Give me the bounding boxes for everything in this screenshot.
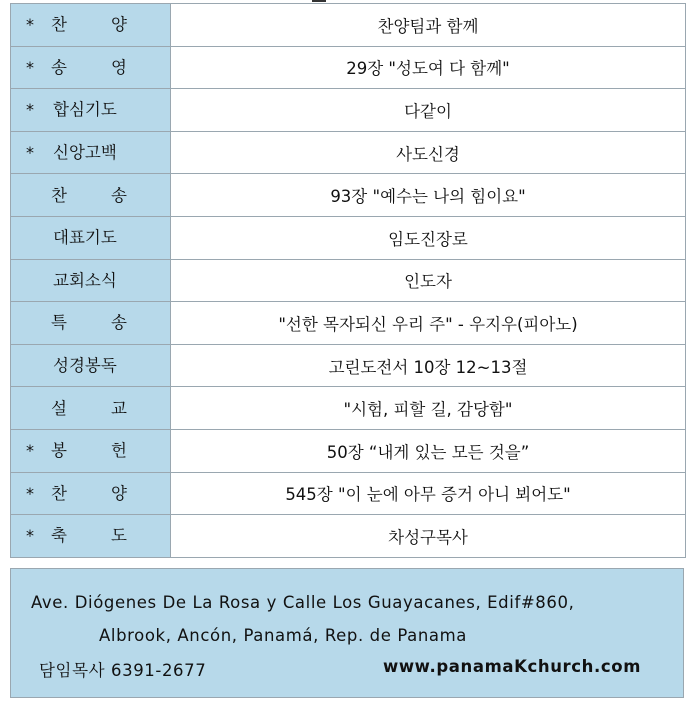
address-line-2: Albrook, Ancón, Panamá, Rep. de Panama (99, 626, 468, 645)
order-content-cell: 사도신경 (171, 131, 686, 174)
required-star: * (26, 15, 34, 35)
required-star: * (26, 143, 34, 163)
table-row (11, 4, 686, 47)
table-row (11, 515, 686, 558)
required-star: * (26, 100, 34, 120)
label-char-1: 찬 (51, 185, 67, 205)
order-label-cell (11, 515, 171, 558)
order-content-cell: 93장 "예수는 나의 힘이요" (171, 174, 686, 217)
order-label-cell (11, 344, 171, 387)
table-row (11, 259, 686, 302)
label-char-2: 양 (111, 483, 127, 503)
order-content-cell: 50장 “내게 있는 모든 것을” (171, 429, 686, 472)
table-row (11, 131, 686, 174)
order-content-cell: 임도진장로 (171, 216, 686, 259)
required-star: * (26, 441, 34, 461)
required-star: * (26, 483, 34, 503)
table-row (11, 344, 686, 387)
required-star: * (26, 526, 34, 546)
table-row (11, 429, 686, 472)
order-content-cell: 다같이 (171, 89, 686, 132)
label-text: 대표기도 (53, 228, 117, 248)
top-edge-mark (312, 0, 326, 2)
order-label-cell (11, 302, 171, 345)
order-label-cell (11, 259, 171, 302)
order-label-cell (11, 89, 171, 132)
label-char-1: 설 (51, 398, 67, 418)
label-text: 신앙고백 (53, 143, 117, 163)
order-content-cell: "선한 목자되신 우리 주" - 우지우(피아노) (171, 302, 686, 345)
table-row (11, 472, 686, 515)
order-content-cell: 인도자 (171, 259, 686, 302)
order-label-cell (11, 472, 171, 515)
label-char-2: 양 (111, 15, 127, 35)
label-char-2: 영 (111, 57, 127, 77)
label-char-1: 송 (51, 57, 67, 77)
order-label-cell (11, 387, 171, 430)
label-text: 교회소식 (53, 270, 117, 290)
order-content-cell: "시험, 피할 길, 감당함" (171, 387, 686, 430)
church-info-footer (10, 568, 684, 698)
order-label-cell (11, 174, 171, 217)
address-line-1: Ave. Diógenes De La Rosa y Calle Los Guayacanes, Edif#860, (31, 593, 575, 612)
table-row (11, 387, 686, 430)
label-char-1: 찬 (51, 15, 67, 35)
label-char-1: 봉 (51, 441, 67, 461)
order-content-cell: 찬양팀과 함께 (171, 4, 686, 47)
table-row (11, 302, 686, 345)
order-label-cell (11, 131, 171, 174)
order-label-cell (11, 216, 171, 259)
required-star: * (26, 57, 34, 77)
label-char-1: 축 (51, 526, 67, 546)
label-char-2: 헌 (111, 441, 127, 461)
table-row (11, 174, 686, 217)
label-char-2: 송 (111, 185, 127, 205)
label-char-2: 교 (111, 398, 127, 418)
table-row (11, 216, 686, 259)
label-char-1: 찬 (51, 483, 67, 503)
order-content-cell: 차성구목사 (171, 515, 686, 558)
pastor-phone: 담임목사 6391-2677 (39, 661, 207, 680)
order-label-cell (11, 429, 171, 472)
label-text: 성경봉독 (53, 356, 117, 376)
order-label-cell (11, 4, 171, 47)
worship-order-table (10, 3, 686, 558)
order-label-cell (11, 46, 171, 89)
order-content-cell: 고린도전서 10장 12~13절 (171, 344, 686, 387)
website-link[interactable]: www.panamaKchurch.com (383, 657, 641, 676)
label-text: 합심기도 (53, 100, 117, 120)
label-char-1: 특 (51, 313, 67, 333)
table-row (11, 89, 686, 132)
order-content-cell: 29장 "성도여 다 함께" (171, 46, 686, 89)
order-content-cell: 545장 "이 눈에 아무 증거 아니 뵈어도" (171, 472, 686, 515)
label-char-2: 도 (111, 526, 127, 546)
label-char-2: 송 (111, 313, 127, 333)
table-row (11, 46, 686, 89)
